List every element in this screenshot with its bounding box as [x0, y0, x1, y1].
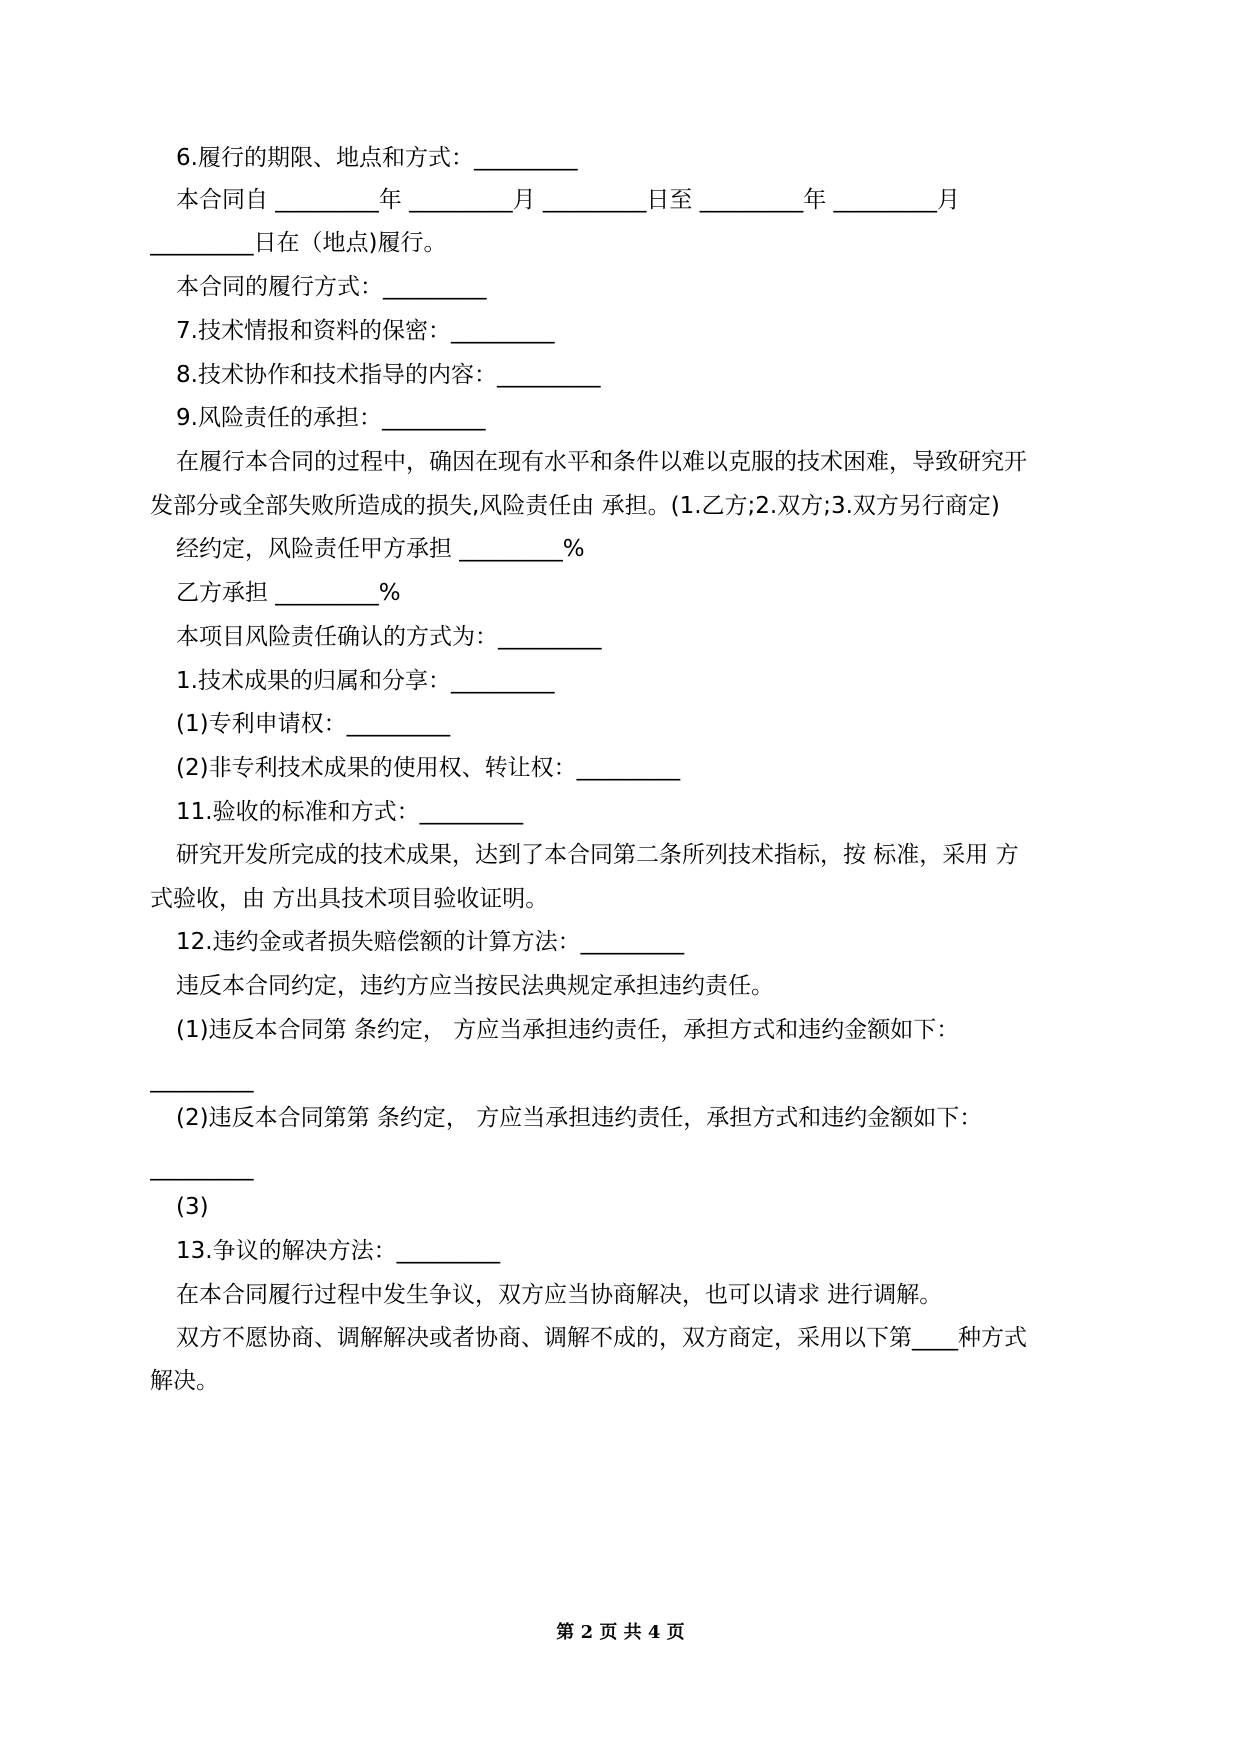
clause-11-heading: 11.验收的标准和方式：_________: [176, 799, 524, 825]
dispute-mediation-line: 在本合同履行过程中发生争议，双方应当协商解决，也可以请求 进行调解。: [176, 1282, 943, 1308]
breach-item-2-blank: _________: [150, 1155, 254, 1181]
acceptance-paragraph-line-1: 研究开发所完成的技术成果，达到了本合同第二条所列技术指标，按 标准，采用 方: [176, 842, 1019, 868]
non-patent-rights: (2)非专利技术成果的使用权、转让权：_________: [176, 755, 681, 781]
acceptance-paragraph-line-2: 式验收，由 方出具技术项目验收证明。: [150, 886, 549, 912]
term-period-line-continued: _________日在（地点)履行。: [150, 230, 447, 256]
clause-13-heading: 13.争议的解决方法：_________: [176, 1238, 501, 1264]
risk-confirmation-method: 本项目风险责任确认的方式为：_________: [176, 624, 602, 650]
page-number-footer: 第 2 页 共 4 页: [556, 1622, 685, 1643]
term-period-line: 本合同自 _________年 _________月 _________日至 _________年 _________月: [176, 187, 961, 213]
dispute-resolution-line-2: 解决。: [150, 1368, 219, 1394]
breach-item-2: (2)违反本合同第第 条约定， 方应当承担违约责任，承担方式和违约金额如下：: [176, 1105, 983, 1131]
breach-item-1-blank: _________: [150, 1067, 254, 1093]
party-b-risk-share: 乙方承担 _________%: [176, 580, 401, 606]
results-ownership-heading: 1.技术成果的归属和分享：_________: [176, 668, 555, 694]
patent-application-right: (1)专利申请权：_________: [176, 711, 451, 737]
clause-12-heading: 12.违约金或者损失赔偿额的计算方法：_________: [176, 929, 685, 955]
breach-item-3: (3): [176, 1194, 209, 1220]
performance-method-line: 本合同的履行方式：_________: [176, 274, 487, 300]
risk-paragraph-line-2: 发部分或全部失败所造成的损失,风险责任由 承担。(1.乙方;2.双方;3.双方另行商定): [150, 493, 1000, 519]
breach-liability-statement: 违反本合同约定，违约方应当按民法典规定承担违约责任。: [176, 973, 774, 999]
clause-7-heading: 7.技术情报和资料的保密：_________: [176, 318, 555, 344]
breach-item-1: (1)违反本合同第 条约定， 方应当承担违约责任，承担方式和违约金额如下：: [176, 1017, 960, 1043]
risk-paragraph-line-1: 在履行本合同的过程中，确因在现有水平和条件以难以克服的技术困难，导致研究开: [176, 449, 1027, 475]
clause-8-heading: 8.技术协作和技术指导的内容：_________: [176, 362, 601, 388]
party-a-risk-share: 经约定，风险责任甲方承担 _________%: [176, 536, 585, 562]
clause-6-heading: 6.履行的期限、地点和方式：_________: [176, 145, 578, 171]
dispute-resolution-line-1: 双方不愿协商、调解解决或者协商、调解不成的，双方商定，采用以下第____种方式: [176, 1325, 1027, 1351]
clause-9-heading: 9.风险责任的承担：_________: [176, 405, 486, 431]
